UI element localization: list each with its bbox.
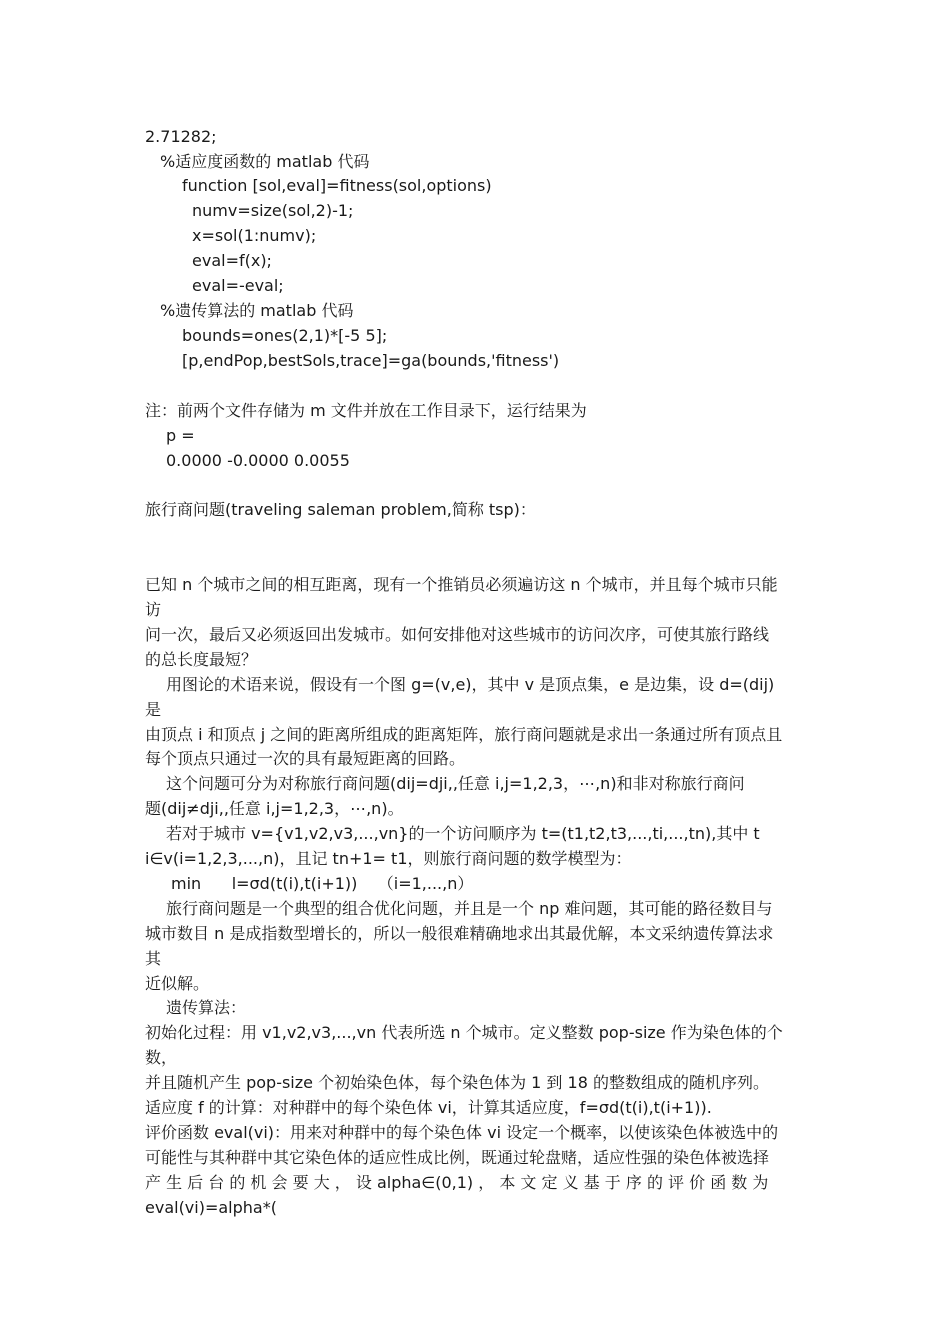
paragraph-line: 适应度 f 的计算：对种群中的每个染色体 vi，计算其适应度，f=σd(t(i),t(i+1)). <box>145 1098 712 1117</box>
paragraph-line: 并且随机产生 pop-size 个初始染色体，每个染色体为 1 到 18 的整数组成的随机序列。 <box>145 1073 769 1092</box>
paragraph-line: 是 <box>145 700 162 719</box>
paragraph-line: 用图论的术语来说，假设有一个图 g=(v,e)，其中 v 是顶点集，e 是边集，设 d=(dij) <box>166 675 775 694</box>
code-line: numv=size(sol,2)-1; <box>192 201 354 220</box>
paragraph-line: 由顶点 i 和顶点 j 之间的距离所组成的距离矩阵，旅行商问题就是求出一条通过所有顶点且 <box>145 725 783 744</box>
paragraph-line: 的总长度最短？ <box>145 650 258 669</box>
code-line: bounds=ones(2,1)*[-5 5]; <box>182 326 388 345</box>
paragraph-line: eval(vi)=alpha*( <box>145 1198 277 1217</box>
result-line: p = <box>166 426 195 445</box>
paragraph-line: 若对于城市 v={v1,v2,v3,...,vn}的一个访问顺序为 t=(t1,t2,t3,...,ti,...,tn),其中 t <box>166 824 760 843</box>
paragraph-line: 这个问题可分为对称旅行商问题(dij=dji,,任意 i,j=1,2,3，⋯,n)和非对称旅行商问 <box>166 774 745 793</box>
paragraph-line: 近似解。 <box>145 974 210 993</box>
paragraph-line: 其 <box>145 949 162 968</box>
paragraph-line: 城市数目 n 是成指数型增长的，所以一般很难精确地求出其最优解，本文采纳遗传算法求 <box>145 924 774 943</box>
subheading-line: 遗传算法： <box>166 998 247 1017</box>
paragraph-line: 旅行商问题是一个典型的组合优化问题，并且是一个 np 难问题，其可能的路径数目与 <box>166 899 773 918</box>
paragraph-line: 产 生 后 台 的 机 会 要 大 ， 设 alpha∈(0,1) ， 本 文 定 义 基 于 序 的 评 价 函 数 为 <box>145 1173 769 1192</box>
note-line: 注：前两个文件存储为 m 文件并放在工作目录下，运行结果为 <box>145 401 587 420</box>
paragraph-line: 每个顶点只通过一次的具有最短距离的回路。 <box>145 749 466 768</box>
text-line: 2.71282; <box>145 127 217 146</box>
paragraph-line: 可能性与其种群中其它染色体的适应性成比例，既通过轮盘赌，适应性强的染色体被选择 <box>145 1148 770 1167</box>
paragraph-line: 数， <box>145 1048 178 1067</box>
paragraph-line: i∈v(i=1,2,3,...,n)，且记 tn+1= t1，则旅行商问题的数学模型为： <box>145 849 632 868</box>
paragraph-line: 初始化过程：用 v1,v2,v3,...,vn 代表所选 n 个城市。定义整数 pop-size 作为染色体的个 <box>145 1023 783 1042</box>
code-line: eval=-eval; <box>192 276 284 295</box>
code-line: x=sol(1:numv); <box>192 226 317 245</box>
paragraph-line: 题(dij≠dji,,任意 i,j=1,2,3，⋯,n)。 <box>145 799 404 818</box>
formula-line: min l=σd(t(i),t(i+1)) （i=1,...,n） <box>171 874 474 893</box>
paragraph-line: 评价函数 eval(vi)：用来对种群中的每个染色体 vi 设定一个概率，以使该染色体被选中的 <box>145 1123 779 1142</box>
code-comment-line: %适应度函数的 matlab 代码 <box>160 152 370 171</box>
paragraph-line: 访 <box>145 600 162 619</box>
section-heading: 旅行商问题(traveling saleman problem,简称 tsp)： <box>145 500 536 519</box>
result-line: 0.0000 -0.0000 0.0055 <box>166 451 350 470</box>
paragraph-line: 问一次，最后又必须返回出发城市。如何安排他对这些城市的访问次序，可使其旅行路线 <box>145 625 770 644</box>
code-comment-line: %遗传算法的 matlab 代码 <box>160 301 354 320</box>
code-line: eval=f(x); <box>192 251 272 270</box>
code-line: [p,endPop,bestSols,trace]=ga(bounds,'fitness') <box>182 351 560 370</box>
paragraph-line: 已知 n 个城市之间的相互距离，现有一个推销员必须遍访这 n 个城市，并且每个城市只能 <box>145 575 778 594</box>
code-line: function [sol,eval]=fitness(sol,options) <box>182 176 492 195</box>
